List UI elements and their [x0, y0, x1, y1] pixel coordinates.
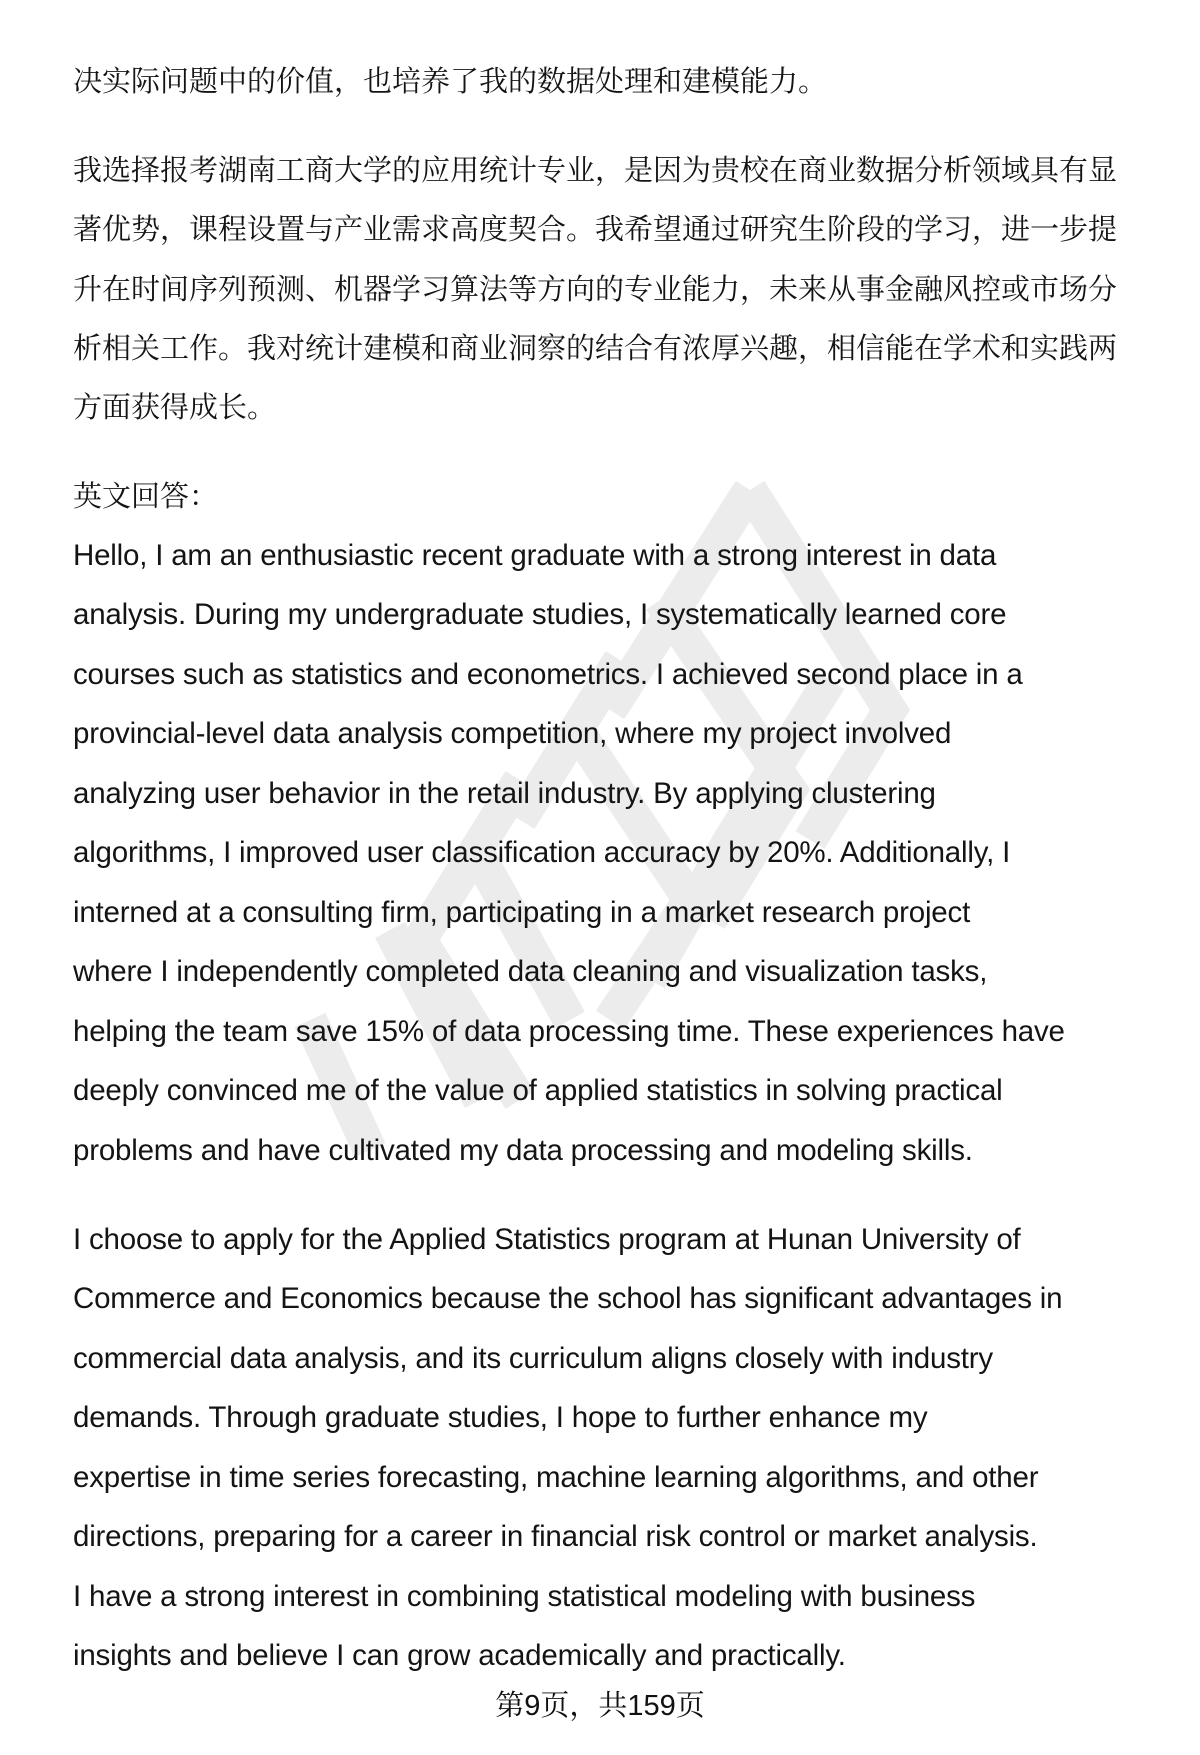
text-line: directions, preparing for a career in financial risk control or market analysis. — [73, 1520, 1038, 1553]
text-line: analyzing user behavior in the retail industry. By applying clustering — [73, 777, 936, 810]
text-line: deeply convinced me of the value of applied statistics in solving practical — [73, 1074, 1003, 1107]
text-line: Commerce and Economics because the school has significant advantages in — [73, 1282, 1063, 1315]
text-line: 著优势，课程设置与产业需求高度契合。我希望通过研究生阶段的学习，进一步提 — [73, 214, 1118, 246]
text-line: algorithms, I improved user classification accuracy by 20%. Additionally, I — [73, 836, 1011, 869]
text-line: where I independently completed data cleaning and visualization tasks, — [73, 955, 988, 988]
text-line: expertise in time series forecasting, machine learning algorithms, and other — [73, 1461, 1039, 1494]
text-line: analysis. During my undergraduate studies, I systematically learned core — [73, 598, 1007, 631]
page-number: 第9页，共159页 — [495, 1690, 705, 1722]
text-line: problems and have cultivated my data processing and modeling skills. — [73, 1134, 973, 1167]
text-line: demands. Through graduate studies, I hope to further enhance my — [73, 1401, 928, 1434]
text-line: provincial-level data analysis competition, where my project involved — [73, 717, 952, 750]
text-line: courses such as statistics and econometrics. I achieved second place in a — [73, 658, 1023, 691]
text-line: Hello, I am an enthusiastic recent graduate with a strong interest in data — [73, 539, 997, 572]
text-line: I have a strong interest in combining statistical modeling with business — [73, 1580, 976, 1613]
text-line: 升在时间序列预测、机器学习算法等方向的专业能力，未来从事金融风控或市场分 — [73, 274, 1118, 306]
text-line: helping the team save 15% of data processing time. These experiences have — [73, 1015, 1065, 1048]
text-line: 我选择报考湖南工商大学的应用统计专业，是因为贵校在商业数据分析领域具有显 — [73, 155, 1118, 187]
section-heading: 英文回答： — [73, 481, 219, 513]
text-line: I choose to apply for the Applied Statistics program at Hunan University of — [73, 1223, 1021, 1256]
text-line: 决实际问题中的价值，也培养了我的数据处理和建模能力。 — [73, 66, 828, 98]
text-line: 析相关工作。我对统计建模和商业洞察的结合有浓厚兴趣，相信能在学术和实践两 — [73, 333, 1118, 365]
text-line: insights and believe I can grow academically and practically. — [73, 1639, 846, 1672]
text-line: interned at a consulting firm, participating in a market research project — [73, 896, 971, 929]
text-line: commercial data analysis, and its curriculum aligns closely with industry — [73, 1342, 993, 1375]
text-line: 方面获得成长。 — [73, 392, 277, 424]
